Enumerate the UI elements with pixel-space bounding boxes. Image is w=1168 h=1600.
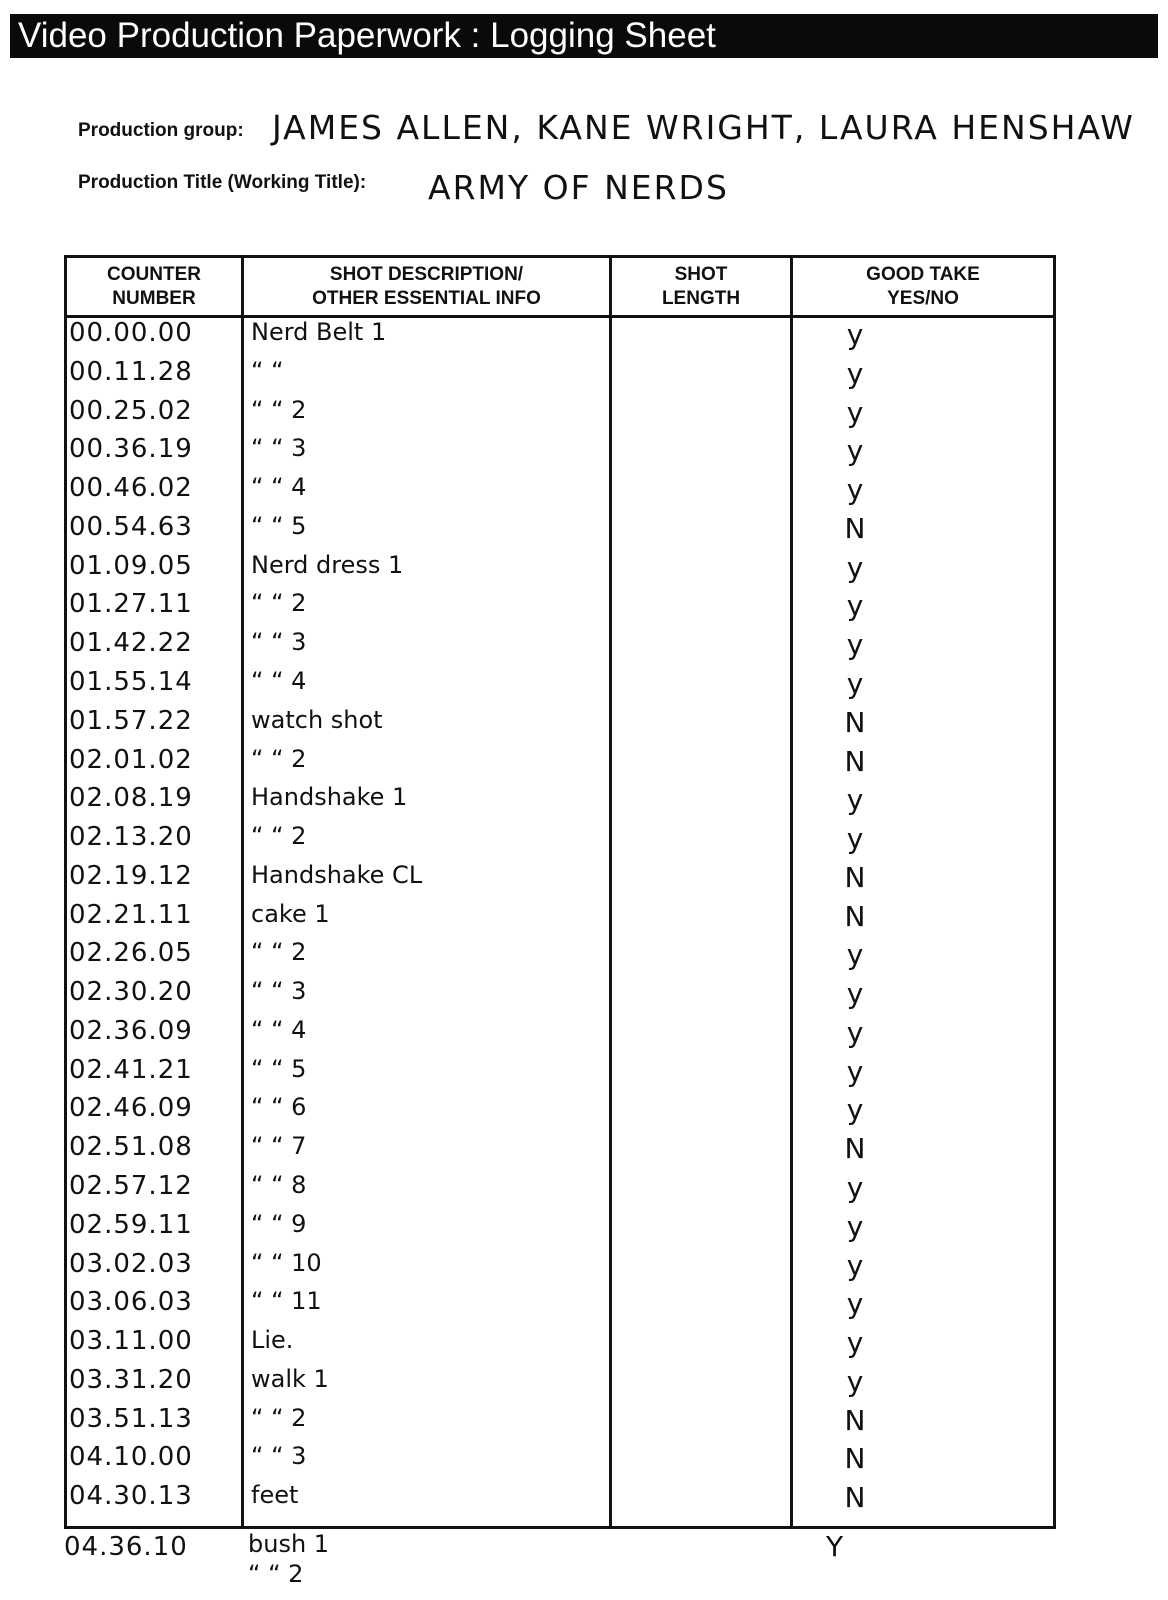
shot-description: watch shot — [251, 706, 383, 734]
good-take-mark: y — [846, 589, 864, 622]
good-take-mark: y — [846, 318, 864, 351]
header-line: NUMBER — [112, 287, 196, 309]
shot-description: “ “ 2 — [251, 1404, 307, 1432]
counter-number: 00.36.19 — [69, 434, 193, 464]
counter-number: 02.57.12 — [69, 1171, 193, 1201]
extra-description: “ “ 2 — [248, 1560, 304, 1588]
header-shot-length — [612, 258, 790, 315]
shot-description: Handshake 1 — [251, 783, 408, 811]
shot-description: “ “ 10 — [251, 1249, 322, 1277]
shot-description: “ “ 2 — [251, 396, 307, 424]
good-take-mark: y — [846, 977, 864, 1010]
counter-number: 03.11.00 — [69, 1326, 193, 1356]
extra-counter: 04.36.10 — [64, 1532, 188, 1562]
shot-description: Nerd dress 1 — [251, 551, 404, 579]
good-take-mark: y — [846, 1093, 864, 1126]
good-take-mark: y — [846, 1326, 864, 1359]
counter-number: 02.19.12 — [69, 861, 193, 891]
counter-number: 00.54.63 — [69, 512, 193, 542]
good-take-mark: N — [844, 861, 866, 894]
shot-description: Lie. — [251, 1326, 294, 1354]
counter-number: 03.06.03 — [69, 1287, 193, 1317]
shot-description: Handshake CL — [251, 861, 423, 889]
shot-description: “ “ 3 — [251, 628, 307, 656]
counter-number: 01.55.14 — [69, 667, 193, 697]
shot-description: Nerd Belt 1 — [251, 318, 387, 346]
counter-number: 00.25.02 — [69, 396, 193, 426]
counter-number: 02.30.20 — [69, 977, 193, 1007]
column-divider — [609, 258, 612, 1526]
shot-description: “ “ 2 — [251, 938, 307, 966]
good-take-mark: N — [844, 900, 866, 933]
good-take-mark: y — [846, 938, 864, 971]
shot-description: “ “ 5 — [251, 512, 307, 540]
counter-number: 02.26.05 — [69, 938, 193, 968]
counter-number: 02.36.09 — [69, 1016, 193, 1046]
header-line: SHOT — [674, 263, 728, 285]
shot-description: walk 1 — [251, 1365, 329, 1393]
header-counter-number — [67, 258, 241, 315]
good-take-mark: y — [846, 1249, 864, 1282]
good-take-mark: y — [846, 551, 864, 584]
shot-description: “ “ 2 — [251, 745, 307, 773]
good-take-mark: y — [846, 1287, 864, 1320]
header-shot-description — [244, 258, 609, 315]
shot-description: “ “ 5 — [251, 1055, 307, 1083]
counter-number: 03.51.13 — [69, 1404, 193, 1434]
good-take-mark: N — [844, 512, 866, 545]
extra-description: bush 1 — [248, 1530, 330, 1558]
good-take-mark: y — [846, 1365, 864, 1398]
shot-description: “ “ 9 — [251, 1210, 307, 1238]
counter-number: 02.46.09 — [69, 1093, 193, 1123]
good-take-mark: y — [846, 1210, 864, 1243]
good-take-mark: N — [844, 1442, 866, 1475]
counter-number: 01.42.22 — [69, 628, 193, 658]
column-divider — [241, 258, 244, 1526]
counter-number: 02.51.08 — [69, 1132, 193, 1162]
counter-number: 02.08.19 — [69, 783, 193, 813]
good-take-mark: N — [844, 706, 866, 739]
good-take-mark: y — [846, 1016, 864, 1049]
counter-number: 01.27.11 — [69, 589, 193, 619]
good-take-mark: N — [844, 1404, 866, 1437]
counter-number: 02.59.11 — [69, 1210, 193, 1240]
good-take-mark: y — [846, 822, 864, 855]
page-title: Video Production Paperwork : Logging Sheet — [10, 14, 1158, 58]
production-group-label: Production group: — [78, 120, 244, 141]
good-take-mark: y — [846, 1171, 864, 1204]
shot-description: “ “ 8 — [251, 1171, 307, 1199]
shot-description: “ “ 4 — [251, 1016, 307, 1044]
shot-description: “ “ 4 — [251, 473, 307, 501]
shot-description: “ “ 3 — [251, 977, 307, 1005]
counter-number: 02.13.20 — [69, 822, 193, 852]
counter-number: 00.11.28 — [69, 357, 193, 387]
counter-number: 01.57.22 — [69, 706, 193, 736]
counter-number: 02.41.21 — [69, 1055, 193, 1085]
shot-description: “ “ 2 — [251, 589, 307, 617]
header-line: COUNTER — [107, 263, 201, 285]
header-good-take — [793, 258, 1053, 315]
good-take-mark: y — [846, 434, 864, 467]
good-take-mark: y — [846, 473, 864, 506]
counter-number: 02.01.02 — [69, 745, 193, 775]
header-line: OTHER ESSENTIAL INFO — [312, 287, 541, 309]
good-take-mark: y — [846, 628, 864, 661]
header-line: GOOD TAKE — [866, 263, 980, 285]
good-take-mark: N — [844, 745, 866, 778]
good-take-mark: y — [846, 667, 864, 700]
header-line: YES/NO — [887, 287, 959, 309]
production-title-value: ARMY OF NERDS — [428, 168, 729, 207]
shot-description: “ “ 3 — [251, 1442, 307, 1470]
shot-description: “ “ 4 — [251, 667, 307, 695]
good-take-mark: N — [844, 1481, 866, 1514]
good-take-mark: y — [846, 1055, 864, 1088]
shot-description: “ “ 2 — [251, 822, 307, 850]
counter-number: 00.46.02 — [69, 473, 193, 503]
production-title-label: Production Title (Working Title): — [78, 172, 367, 193]
extra-good-take: Y — [826, 1530, 844, 1563]
good-take-mark: y — [846, 396, 864, 429]
counter-number: 04.10.00 — [69, 1442, 193, 1472]
header-line: SHOT DESCRIPTION/ — [329, 263, 524, 285]
shot-description: “ “ 7 — [251, 1132, 307, 1160]
production-group-value: JAMES ALLEN, KANE WRIGHT, LAURA HENSHAW — [272, 108, 1135, 147]
counter-number: 02.21.11 — [69, 900, 193, 930]
shot-description: cake 1 — [251, 900, 330, 928]
shot-description: “ “ 6 — [251, 1093, 307, 1121]
good-take-mark: N — [844, 1132, 866, 1165]
header-line: LENGTH — [661, 287, 741, 309]
good-take-mark: y — [846, 357, 864, 390]
column-divider — [790, 258, 793, 1526]
good-take-mark: y — [846, 783, 864, 816]
shot-description: feet — [251, 1481, 299, 1509]
shot-description: “ “ — [251, 357, 284, 385]
counter-number: 04.30.13 — [69, 1481, 193, 1511]
header-divider — [67, 315, 1053, 318]
shot-description: “ “ 3 — [251, 434, 307, 462]
counter-number: 03.31.20 — [69, 1365, 193, 1395]
logging-table — [64, 255, 1056, 1529]
counter-number: 01.09.05 — [69, 551, 193, 581]
shot-description: “ “ 11 — [251, 1287, 322, 1315]
counter-number: 00.00.00 — [69, 318, 193, 348]
counter-number: 03.02.03 — [69, 1249, 193, 1279]
